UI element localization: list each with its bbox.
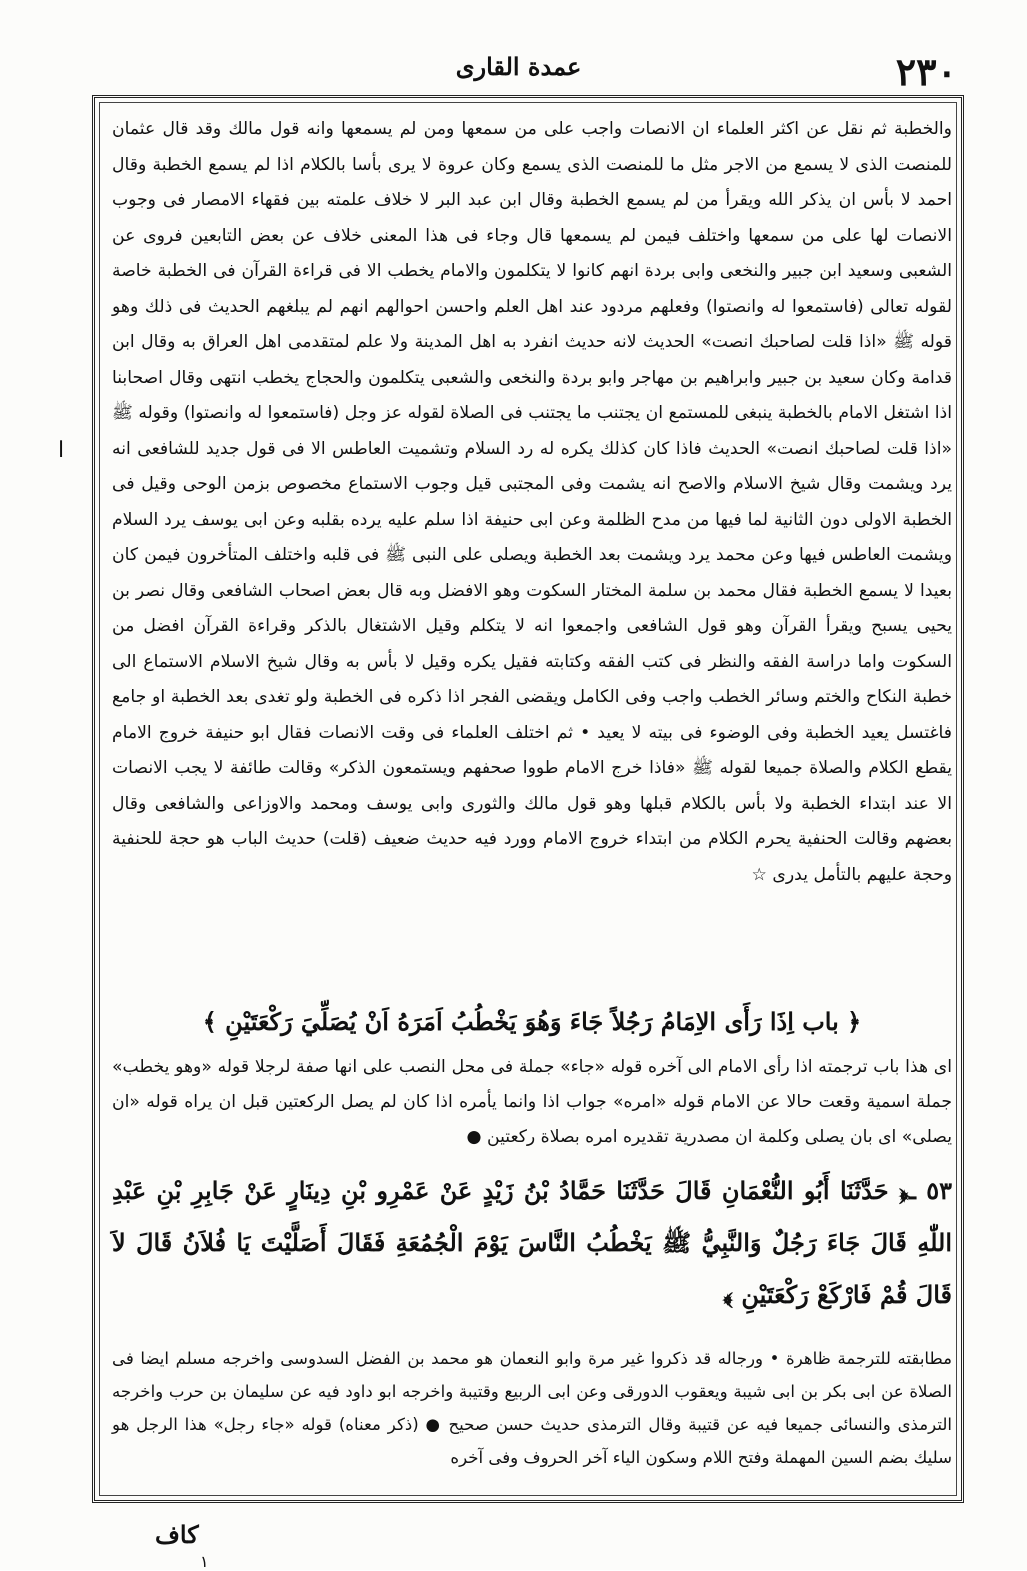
footer-mark: ١ xyxy=(200,1552,209,1571)
chapter-commentary: اى هذا باب ترجمته اذا رأى الامام الى آخره قوله «جاء» جملة فى محل النصب على انها صفة لرجلا قوله «وهو يخطب» جملة اسمية وقعت حالا عن الامام قوله «امره» جواب اذا وانما يأمره اذا كان لم يصل الركعتين قبل ان يراه قوله «ان يصلى» اى بان يصلى وكلمة ان مصدرية تقديره امره بصلاة ركعتين ● xyxy=(112,1057,952,1147)
main-text xyxy=(112,112,952,893)
chapter-heading: ﴿ باب اِذَا رَأَى الاِمَامُ رَجُلاً جَاءَ وَهُوَ يَخْطُبُ اَمَرَهُ اَنْ يُصَلِّيَ رَكْعَتَيْنِ ﴾ xyxy=(202,1007,862,1036)
running-head xyxy=(80,46,957,98)
hadith-commentary: مطابقته للترجمة ظاهرة • ورجاله قد ذكروا غير مرة وابو النعمان هو محمد بن الفضل السدوسى واخرجه مسلم ايضا فى الصلاة عن ابى بكر بن ابى شيبة ويعقوب الدورقى وعن ابى الربيع وقتيبة واخرجه ابو داود فيه عن سليمان بن حرب واخرجه الترمذى والنسائى جميعا فيه عن قتيبة وقال الترمذى حديث حسن صحيح ● (ذكر معناه) قوله «جاء رجل» هذا الرجل هو سليك بضم السين المهملة وفتح اللام وسكون الياء آخر الحروف وفى آخره xyxy=(112,1349,952,1467)
margin-mark: ا xyxy=(58,438,65,463)
book-title: عمدة القاری xyxy=(455,52,582,81)
page-number: ۲۳۰ xyxy=(895,49,957,94)
catchword: كاف xyxy=(155,1520,199,1549)
commentary-paragraph: والخطبة ثم نقل عن اكثر العلماء ان الانصات واجب على من سمعها ومن لم يسمعها وانه قول مالك وقد قال عثمان للمنصت الذى لا يسمع من الاجر مثل ما للمنصت الذى يسمع وكان عروة لا يرى بأسا بالكلام اذا لم يسمع الخطبة وقال احمد لا بأس ان يذكر الله ويقرأ من لم يسمع الخطبة وقال ابن عبد البر لا خلاف علمته بين فقهاء الامصار فى وجوب الانصات لها على من سمعها واختلف فيمن لم يسمعها قال وجاء فى هذا المعنى خلاف عن بعض التابعين فروى عن الشعبى وسعيد ابن جبير والنخعى وابى بردة انهم كانوا لا يتكلمون والامام يخطب الا فى قراءة القرآن فى الخطبة خاصة لقوله تعالى (فاستمعوا له وانصتوا) وفعلهم مردود عند اهل العلم واحسن احوالهم انهم لم يبلغهم الحديث فى ذلك وهو قوله ﷺ «اذا قلت لصاحبك انصت» الحديث لانه حديث انفرد به اهل المدينة ولا علم لمتقدمى اهل العراق به وقال ابن قدامة وكان سعيد بن جبير وابراهيم بن مهاجر وابو بردة والنخعى والشعبى يتكلمون والحجاج يخطب انتهى وقال اصحابنا اذا اشتغل الامام بالخطبة ينبغى للمستمع ان يجتنب ما يجتنب فى الصلاة لقوله عز وجل (فاستمعوا له وانصتوا) وقوله ﷺ «اذا قلت لصاحبك انصت» الحديث فاذا كان كذلك يكره له رد السلام وتشميت العاطس الا فى قول جديد للشافعى انه يرد ويشمت وقال شيخ الاسلام والاصح انه يشمت وفى المجتبى قيل وجوب الاستماع مخصوص بزمن الوحى وقيل فى الخطبة الاولى دون الثانية لما فيها من مدح الظلمة وعن ابى حنيفة اذا سلم عليه يرده بقلبه وعن ابى يوسف يرد السلام ويشمت العاطس فيها وعن محمد يرد ويشمت بعد الخطبة ويصلى على النبى ﷺ فى قلبه واختلف المتأخرون فيمن كان بعيدا لا يسمع الخطبة فقال محمد بن سلمة المختار السكوت وهو الافضل وبه قال بعض اصحاب الشافعى وقال نصر بن يحيى يسبح ويقرأ القرآن وهو قول الشافعى واجمعوا انه لا يتكلم وقيل الاشتغال بالذكر وقراءة القرآن افضل من السكوت واما دراسة الفقه والنظر فى كتب الفقه وكتابته فقيل يكره وقيل لا بأس به وقال شيخ الاسلام الاستماع الى خطبة النكاح والختم وسائر الخطب واجب وفى الكامل ويقضى الفجر اذا ذكره فى الخطبة ولو تغدى بعد الخطبة او جامع فاغتسل يعيد الخطبة وفى الوضوء فى بيته لا يعيد • ثم اختلف العلماء فى وقت الانصات فقال ابو حنيفة خروج الامام يقطع الكلام والصلاة جميعا لقوله ﷺ «فاذا خرج الامام طووا صحفهم ويستمعون الذكر» وقالت طائفة لا يجب الانصات الا عند ابتداء الخطبة ولا بأس بالكلام قبلها وهو قول مالك والثورى وابى يوسف ومحمد والاوزاعى والشافعى وقال بعضهم وقالت الحنفية يحرم الكلام من ابتداء خروج الامام وورد فيه حديث ضعيف (قلت) حديث الباب هو حجة للحنفية وحجة عليهم بالتأمل يدرى ☆ xyxy=(112,119,952,885)
hadith-text: ٥٣ ـ﴿ حَدَّثَنَا أَبُو النُّعْمَانِ قَالَ حَدَّثَنَا حَمَّادُ بْنُ زَيْدٍ عَنْ عَمْرِو بْنِ دِينَارٍ عَنْ جَابِرِ بْنِ عَبْدِ اللّٰهِ قَالَ جَاءَ رَجُلٌ وَالنَّبِيُّ ﷺ يَخْطُبُ النَّاسَ يَوْمَ الْجُمُعَةِ فَقَالَ أَصَلَّيْتَ يَا فُلاَنُ قَالَ لاَ قَالَ قُمْ فَارْكَعْ رَكْعَتَيْنِ ﴾ xyxy=(112,1176,953,1309)
